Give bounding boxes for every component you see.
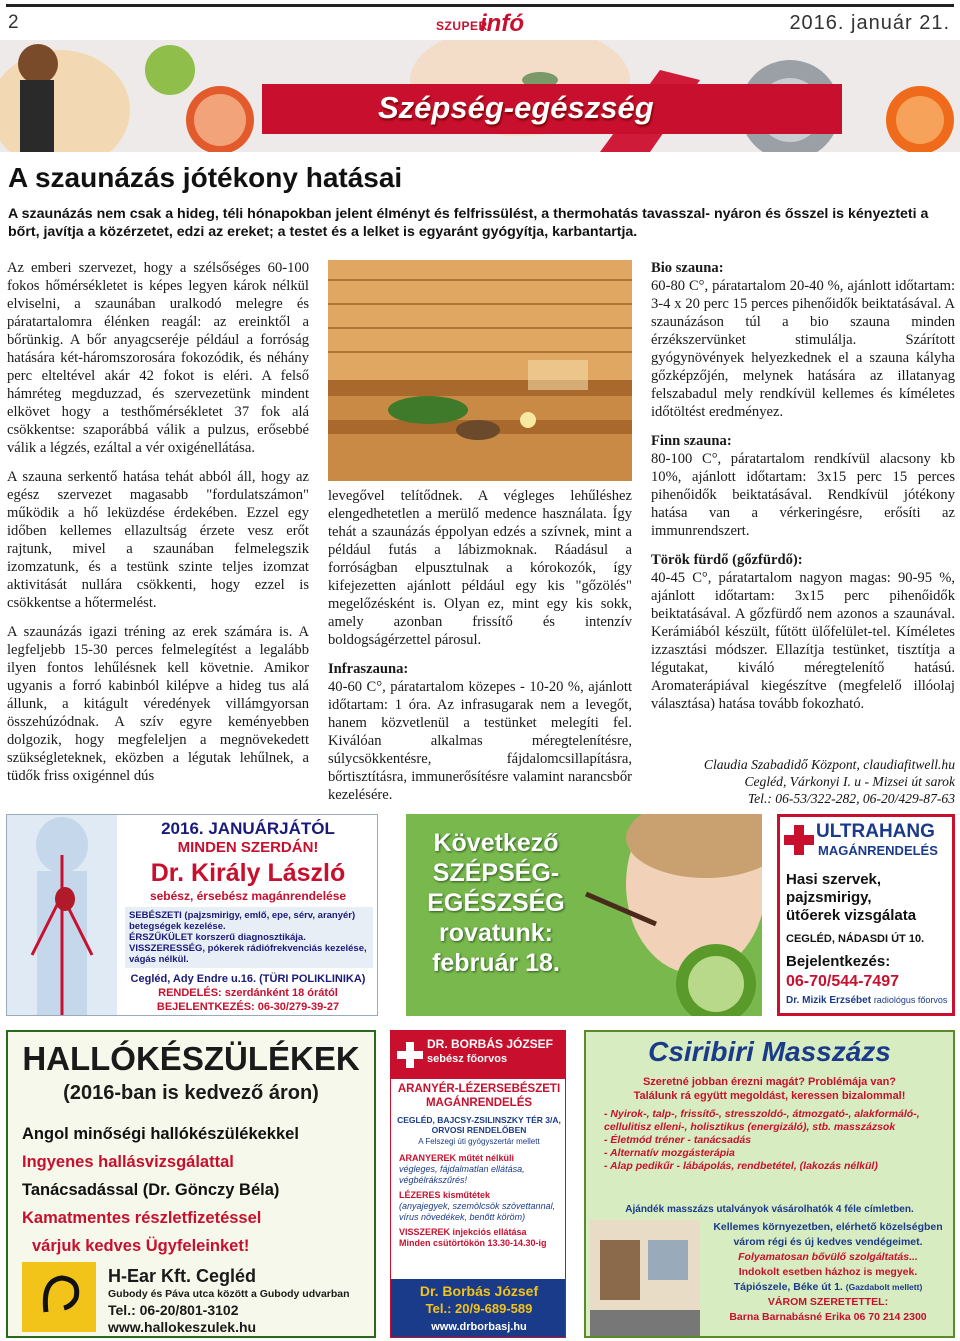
ad-us-l2: MAGÁNRENDELÉS	[818, 843, 938, 858]
issue-date: 2016. január 21.	[789, 12, 950, 34]
white-cross-icon	[397, 1042, 423, 1068]
ad-next-line: február 18.	[432, 949, 560, 977]
service-desc: (anyajegyek, szemölcsök szövettannal, vírus növedékek, benőtt köröm)	[399, 1201, 556, 1222]
page-number: 2	[8, 12, 19, 33]
service-line: - Alap pedikűr - lábápolás, rendbetétel, (lakozás nélkül)	[604, 1160, 878, 1172]
paragraph: Az emberi szervezet, hogy a szélsőséges 60-100 fokos hőmérsékletet is képes legyen károk nélkül elviselni, a szaunában uralkodó melegre és páratartalomra élénken reagál: az ereinktől a bőrünkig. A bőr anyagcseréje például a forróság hatására két-háromszorosára fokozódik, és néhány perc elteltével akár 42 fokot is eléri. A felső hámréteg megduzzad, és szervezetünk mindent elkövet hogy a testhőmérsékletet 37 fok alá csökkentse: szaporábbá válik a pulzus, erősebbé válik a légzés, ezáltal a vér oxigénellátása.	[7, 260, 309, 456]
info-line: Kellemes környezetben, elérhető közelségben	[713, 1221, 943, 1233]
ad-csiri-address: Tápiószele, Béke út 1.	[733, 1281, 843, 1293]
ad-kiraly-sub: sebész, érsebész magánrendelése	[149, 889, 347, 903]
ad-kiraly-address: Cegléd, Ady Endre u.16. (TÜRI POLIKLINIKA)	[130, 973, 366, 985]
ad-us-l1: ULTRAHANG	[816, 821, 935, 842]
ad-us-line: Hasi szervek,	[786, 871, 882, 888]
bio-text: 60-80 C°, páratartalom 20-40 %, ajánlott időtartam: 3-4 x 20 perc 15 perces pihenőidők beiktatásával. A szaunázáson túl a bio szauna minden érzékszervünket stimulálja. Szárított gyógynövények helyezkednek el a szauna kályha gőzképzőjén, melynek hatására az illatanyag felszabadul mely rendkívül kellemes és kíméletes időtöltést eredményez.	[651, 278, 955, 420]
benefit-line: Ingyenes hallásvizsgálattal	[22, 1153, 234, 1171]
ad-borbas-name: Dr. Borbás József	[419, 1283, 539, 1299]
finn-text: 80-100 C°, páratartalom rendkívül alacsony kb 10%, ajánlott időtartam: 3x15 perc 15 perces pihenőidők beiktatásával. Rendkívül jótékony hatása van a vérkeringésre, erősíti az immunrendszert.	[651, 451, 955, 539]
info-line: VÁROM SZERETETTEL:	[767, 1296, 889, 1308]
paragraph: levegővel telítődnek. A végleges lehűléshez elengedhetetlen a merülő medence használata. Így tehát a szaunázás éppolyan edzés a szívnek, mint a például futás a lábizmoknak. Ráadásul a forróságban elpusztulnak a kórokozók, így kifejezetten ajánlott például egy kis "gőzölés" megelőzésként is. Olyan ez, mint egy kis sokk, amely azonban frissítő és intenzív boldogságérzettel párosul.	[328, 488, 632, 648]
article-column-2	[328, 487, 632, 815]
ad-csiri-landmark: (Gazdabolt mellett)	[845, 1282, 923, 1292]
ad-us-address: CEGLÉD, NÁDASDI ÚT 10.	[786, 933, 925, 945]
torok-heading: Török fürdő (gőzfürdő):	[651, 552, 803, 568]
credit-line: Claudia Szabadidő Központ, claudiafitwell.hu	[703, 757, 955, 772]
ad-borbas-title: sebész főorvos	[427, 1053, 508, 1065]
service-line: ÉRSZŰKÜLET korszerű diagnosztikája.	[129, 932, 306, 943]
benefit-line: Angol minőségi hallókészülékekkel	[22, 1125, 299, 1143]
benefit-line: Tanácsadással (Dr. Gönczy Béla)	[22, 1181, 280, 1199]
ad-kiraly	[6, 814, 378, 1016]
ad-hearing-web: www.hallokeszulek.hu	[108, 1319, 257, 1335]
ad-ultrasound	[777, 814, 955, 1016]
benefit-line: Kamatmentes részletfizetéssel	[22, 1209, 262, 1227]
ad-borbas-l4: MAGÁNRENDELÉS	[425, 1097, 533, 1109]
ad-csiri-q1: Szeretné jobban érezni magát? Problémája van?	[642, 1076, 897, 1088]
ad-hearing-phone: Tel.: 06-20/801-3102	[108, 1302, 239, 1318]
ad-borbas-name-top: DR. BORBÁS JÓZSEF	[427, 1037, 554, 1051]
article-title: A szaunázás jótékony hatásai	[8, 162, 403, 193]
ad-csiribiri	[584, 1030, 955, 1338]
paragraph: A szaunázás igazi tréning az erek számára is. A legfeljebb 15-30 perces felmelegítést a legalább ilyen fontos lehűlésnek kell követnie. Amikor ugyanis a forró kabinból kilépve a hideg tus alá állunk, a kitágult véredények villámgyorsan összehúzódnak. A szív egyre keményebben dolgozik, hogy megfeleljen a megnövekedett szükségleteknek, eközben a légutak lehűlnek, a tüdők friss oxigénnel dús	[7, 624, 309, 784]
ad-kiraly-services	[125, 907, 373, 968]
credit-line: Cegléd, Várkonyi I. u - Mizsei út sarok	[744, 774, 955, 789]
info-line: Barna Barnabásné Erika 06 70 214 2300	[729, 1311, 927, 1323]
ad-us-doctor	[786, 995, 947, 1006]
newspaper-logo	[436, 10, 546, 40]
ad-next-issue	[406, 814, 762, 1016]
service-line: - Életmód tréner - tanácsadás	[604, 1134, 752, 1146]
ad-kiraly-name: Dr. Király László	[150, 859, 346, 887]
red-cross-icon	[784, 825, 814, 855]
ad-borbas	[390, 1030, 566, 1338]
ad-hearing-address: Gubody és Páva utca között a Gubody udvarban	[108, 1288, 350, 1300]
ad-us-line: pajzsmirigy,	[786, 889, 872, 906]
ad-kiraly-hours: RENDELÉS: szerdánként 18 órától	[158, 987, 338, 999]
credit-line: Tel.: 06-53/322-282, 06-20/429-87-63	[747, 791, 955, 806]
ad-borbas-web: www.drborbasj.hu	[431, 1321, 527, 1333]
ad-kiraly-phone: BEJELENTKEZÉS: 06-30/279-39-27	[156, 1001, 340, 1013]
ad-csiri-q2: Találunk rá együtt megoldást, keressen bizalommal!	[633, 1090, 906, 1102]
logo-small-text: SZUPER	[436, 19, 488, 33]
ad-borbas-landmark: A Felszegi úti gyógyszertár mellett	[418, 1137, 540, 1146]
ad-next-text	[406, 828, 586, 978]
ad-csiri-voucher: Ajándék masszázs utalványok vásárolhatók 4 féle címletben.	[625, 1204, 914, 1215]
doctor-name: Dr. Mizik Erzsébet	[786, 995, 872, 1006]
ad-csiri-title: Csiribiri Masszázs	[648, 1036, 891, 1067]
infra-heading: Infraszauna:	[328, 661, 409, 677]
ad-hearing-title: HALLÓKÉSZÜLÉKEK	[22, 1040, 360, 1077]
service-time: Minden csütörtökön 13.30-14.30-ig	[399, 1238, 547, 1248]
ad-next-line: rovatunk:	[439, 919, 553, 947]
ad-borbas-services	[399, 1153, 561, 1249]
ad-borbas-phone: Tel.: 20/9-689-589	[425, 1301, 533, 1316]
ad-us-services	[786, 871, 916, 925]
benefit-line: várjuk kedves Ügyfeleinket!	[32, 1237, 250, 1255]
anatomy-illustration	[7, 815, 117, 1016]
ad-us-booking: Bejelentkezés:	[786, 953, 891, 970]
service-head: ARANYEREK műtét nélküli	[399, 1153, 515, 1163]
ad-next-line: SZÉPSÉG-	[432, 859, 560, 887]
hearing-icon	[22, 1262, 96, 1332]
ad-kiraly-l2: MINDEN SZERDÁN!	[177, 839, 319, 856]
ad-hearing-benefits	[22, 1120, 299, 1260]
article-credit	[651, 756, 955, 807]
service-line: VISSZERESSÉG, pókerek rádiófrekvenciás kezelése, vágás nélkül.	[129, 943, 367, 965]
ad-hearing-company: H-Ear Kft. Cegléd	[108, 1266, 257, 1286]
ad-kiraly-l1: 2016. JANUÁRJÁTÓL	[161, 819, 335, 838]
info-line: Folyamatosan bővülő szolgáltatás...	[738, 1251, 918, 1263]
article-column-3	[651, 259, 955, 724]
banner-title: Szépség-egészség	[378, 90, 654, 125]
ad-borbas-l3: ARANYÉR-LÉZERSEBÉSZETI	[397, 1083, 561, 1095]
article-column-1	[7, 259, 309, 796]
service-line: - Nyirok-, talp-, frissítő-, stresszoldó-, átmozgató-, alakformáló-, cellulitisz elleni-, holisztikus (energizáló), stb. masszázsok	[604, 1108, 920, 1133]
ad-borbas-address: CEGLÉD, BAJCSY-ZSILINSZKY TÉR 3/A, ORVOSI RENDELŐBEN	[397, 1115, 561, 1135]
logo-big-text: infó	[480, 10, 524, 37]
info-line	[704, 1280, 952, 1295]
ad-csiri-services	[604, 1108, 944, 1173]
ad-next-line: EGÉSZSÉG	[427, 889, 565, 917]
section-banner	[0, 40, 960, 152]
article-lead: A szaunázás nem csak a hideg, téli hónapokban jelent élményt és felfrissülést, a thermohatás tavasszal- nyáron és ősszel is kényezteti a bőrt, javítja a közérzetet, edzi az ereket; a testet és a lelket is egyaránt gyógyítja, karbantartja.	[8, 206, 929, 240]
paragraph: A szauna serkentő hatása tehát abból áll, hogy az egész szervezet magasabb "fordulatszámon" működik a hő leküzdése érdekében. Ezzel egy időben kellemes ellazultság érzete vesz erőt rajtunk, mivel a szaunában felmelegszik izomzatunk, és a testünk szinte teljes izomzat aktivitását nullára csökkenti, hogy ezzel is csökkentse a hőtermelést.	[7, 469, 309, 611]
doctor-title: radiológus főorvos	[873, 995, 948, 1005]
ad-csiri-info	[704, 1220, 952, 1325]
ad-us-line: ütőerek vizsgálata	[786, 907, 917, 924]
finn-heading: Finn szauna:	[651, 433, 732, 449]
bio-heading: Bio szauna:	[651, 260, 724, 276]
torok-text: 40-45 C°, páratartalom nagyon magas: 90-95 %, ajánlott időtartam: 3x15 perc pihenőidők beiktatásával. A gőzfürdő nem azonos a szaunával. Kerámiából készült, fűtött ülőfelület-tel. Kíméletes izzasztási módszer. Ellazítja testünket, tisztítja a légutakat, kiváló méregtelenítő hatású. Aromaterápiával kiegészítve (megfelelő illóolaj választása) hatása tovább fokozható.	[651, 570, 955, 712]
ad-next-line: Következő	[433, 829, 559, 857]
service-line: SEBÉSZETI (pajzsmirigy, emlő, epe, sérv, aranyér) betegségek kezelése.	[129, 910, 356, 932]
ad-us-phone: 06-70/544-7497	[786, 973, 899, 990]
top-rule	[6, 4, 954, 7]
info-line: Indokolt esetben házhoz is megyek.	[738, 1266, 918, 1278]
sauna-photo	[328, 260, 632, 481]
service-desc: végleges, fájdalmatlan ellátása, végbélrákszűrés!	[399, 1164, 525, 1185]
infra-text: 40-60 C°, páratartalom közepes - 10-20 %, ajánlott időtartam: 1 óra. Az infrasugarak nem a levegőt, hanem közvetlenül a testünket melegíti fel. Kiválóan alkalmas méregtelenítésre, súlycsökkentésre, fájdalomcsillapításra, bőrtisztításra, immunerősítésre valamint narancsbőr kezelésére.	[328, 679, 632, 803]
shopfront-photo	[590, 1220, 700, 1338]
info-line: várom régi és új kedves vendégeimet.	[733, 1236, 923, 1248]
service-head: LÉZERES kisműtétek	[399, 1190, 491, 1200]
ad-hearing-aids	[6, 1030, 376, 1338]
service-line: - Alternatív mozgásterápia	[604, 1147, 735, 1159]
service-head: VISSZEREK injekciós ellátása	[399, 1227, 527, 1237]
ad-hearing-subtitle: (2016-ban is kedvező áron)	[63, 1082, 319, 1104]
